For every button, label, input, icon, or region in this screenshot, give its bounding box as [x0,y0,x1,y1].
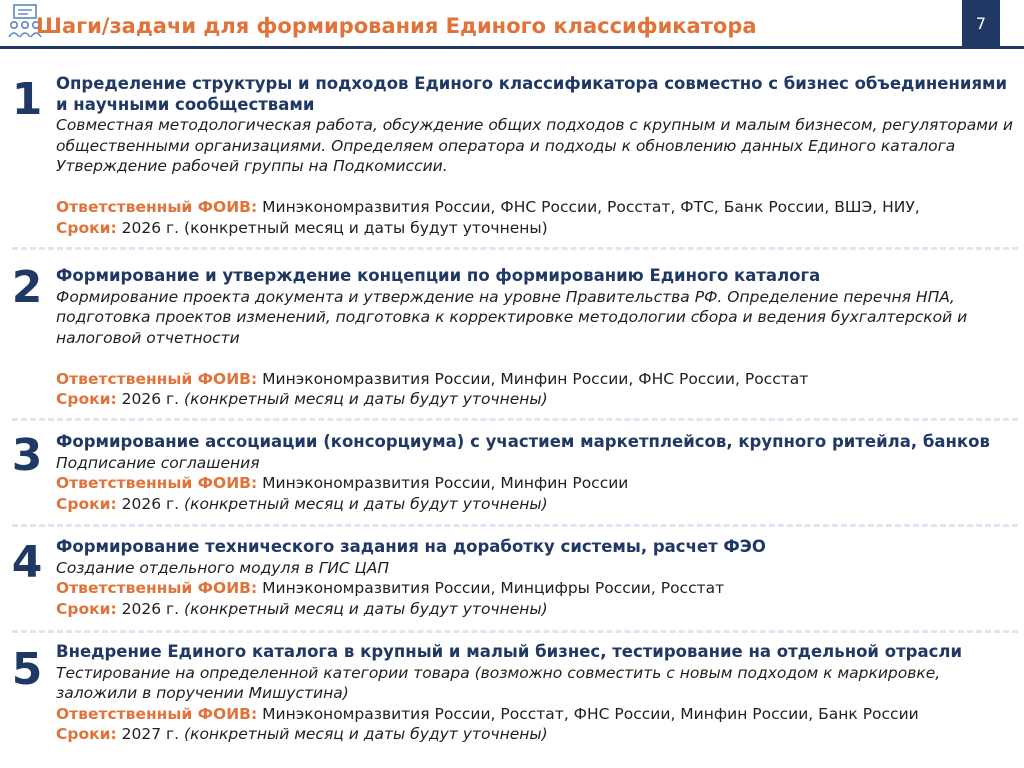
step-number: 4 [11,537,43,588]
step-title: Формирование и утверждение концепции по формированию Единого каталога [56,266,821,285]
responsible-label: Ответственный ФОИВ: [56,369,258,388]
step-number: 3 [11,430,43,481]
responsible-value: Минэкономразвития России, Минцифры России, Росстат [262,579,725,597]
deadline-line [56,389,1016,410]
step-divider [12,418,1018,421]
step-content [56,537,1016,619]
responsible-label: Ответственный ФОИВ: [56,198,258,216]
deadline-note: (конкретный месяц и даты будут уточнены) [184,494,548,513]
deadline-year: 2026 г. [121,494,180,513]
responsible-line [56,369,1016,390]
step-content [56,642,1016,745]
step-description: Подписание соглашения [56,453,260,472]
responsible-value: Минэкономразвития России, Росстат, ФНС России, Минфин России, Банк России [262,704,919,723]
step-title: Внедрение Единого каталога в крупный и малый бизнес, тестирование на отдельной отрасли [56,642,963,661]
deadline-label: Сроки: [56,494,117,513]
deadline-line [56,599,1016,620]
step-content [56,74,1016,238]
responsible-line [56,704,1016,725]
step-content [56,266,1016,410]
deadline-note: (конкретный месяц и даты будут уточнены) [184,218,548,237]
responsible-line [56,578,1016,599]
header-divider [0,46,1024,49]
step-divider [12,630,1018,633]
deadline-label: Сроки: [56,725,117,743]
deadline-label: Сроки: [56,390,117,408]
step-divider [12,524,1018,527]
deadline-label: Сроки: [56,218,117,237]
deadline-note: (конкретный месяц и даты будут уточнены) [184,725,548,743]
step-description: Совместная методологическая работа, обсуждение общих подходов с крупным и малым бизнесом, регуляторами и общественными организациями. Определяем оператора и подходы к обновлению данных Единого каталога Утверждение рабочей группы на Подкомиссии. [56,116,1013,175]
deadline-year: 2026 г. [121,390,180,408]
deadline-year: 2027 г. [121,725,180,743]
page-title: Шаги/задачи для формирования Единого классификатора [36,14,757,38]
deadline-line [56,218,1016,239]
step-divider [12,247,1018,250]
deadline-note: (конкретный месяц и даты будут уточнены) [184,599,548,618]
step-title: Определение структуры и подходов Единого классификатора совместно с бизнес объединениями и научными сообществами [56,74,1008,114]
responsible-line [56,197,1016,218]
deadline-year: 2026 г. [121,599,180,618]
responsible-line [56,473,1016,494]
step-description: Тестирование на определенной категории товара (возможно совместить с новым подходом к маркировке, заложили в поручении Мишустина) [56,663,941,702]
responsible-value: Минэкономразвития России, ФНС России, Росстат, ФТС, Банк России, ВШЭ, НИУ, [262,198,920,216]
step-description: Создание отдельного модуля в ГИС ЦАП [56,558,389,577]
deadline-line [56,494,1016,515]
responsible-label: Ответственный ФОИВ: [56,579,258,597]
step-description: Формирование проекта документа и утверждение на уровне Правительства РФ. Определение перечня НПА, подготовка проектов изменений, подготовка к корректировке методологии сбора и ведения бухгалтерской и налоговой отчетности [56,287,968,347]
step-title: Формирование технического задания на доработку системы, расчет ФЭО [56,537,766,556]
slide-header [0,0,1024,56]
step-number: 2 [11,262,43,313]
step-content [56,432,1016,514]
responsible-value: Минэкономразвития России, Минфин России [262,474,629,492]
page-number: 7 [962,0,1000,46]
responsible-label: Ответственный ФОИВ: [56,474,258,492]
step-number: 5 [11,644,43,695]
deadline-year: 2026 г. [121,218,180,237]
deadline-line [56,724,1016,745]
responsible-label: Ответственный ФОИВ: [56,704,258,723]
responsible-value: Минэкономразвития России, Минфин России, ФНС России, Росстат [262,369,809,388]
deadline-note: (конкретный месяц и даты будут уточнены) [184,390,548,408]
step-number: 1 [11,74,43,125]
deadline-label: Сроки: [56,599,117,618]
step-title: Формирование ассоциации (консорциума) с участием маркетплейсов, крупного ритейла, банков [56,432,990,451]
